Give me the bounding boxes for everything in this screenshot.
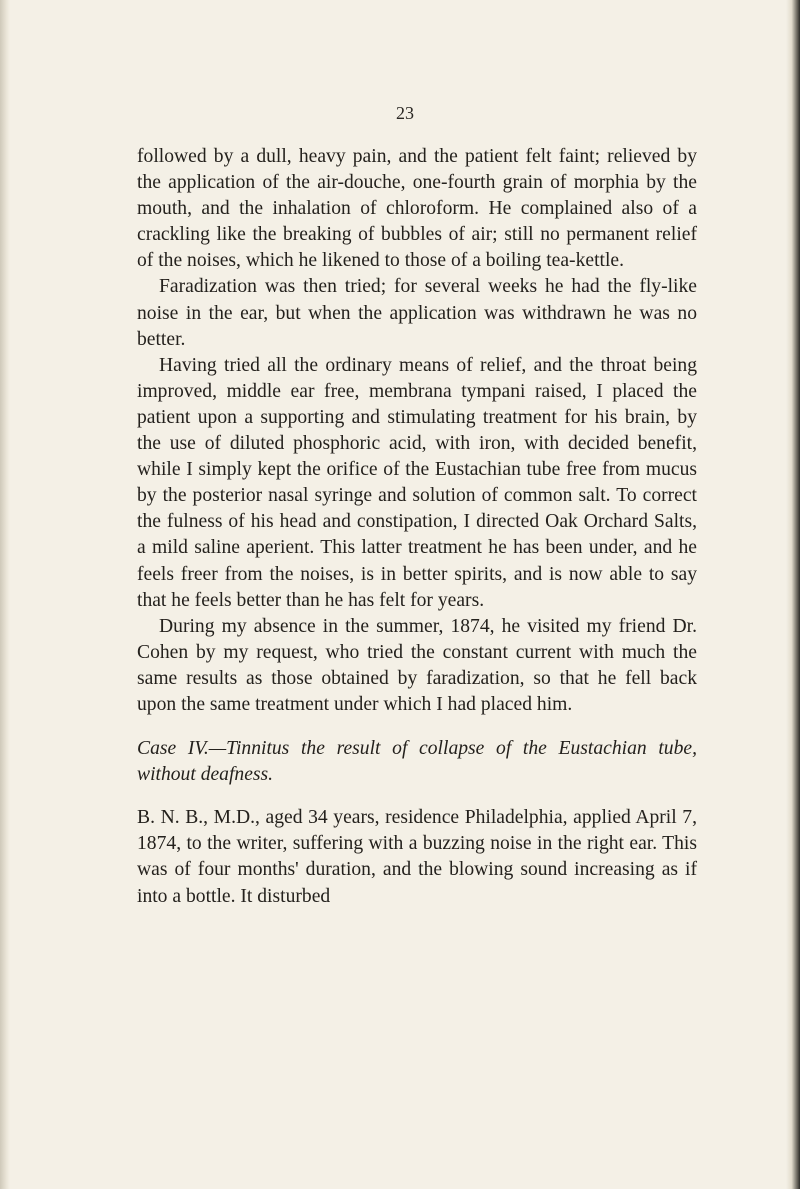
case-heading: Case IV.—Tinnitus the result of collapse of the Eustachian tube, without deafness. bbox=[137, 738, 697, 786]
paragraph-faradization: Faradization was then tried; for several weeks he had the fly-like noise in the ear, but when the application was withdrawn he was no better. bbox=[137, 276, 697, 350]
page-number: 23 bbox=[396, 103, 414, 123]
page-gutter-shadow bbox=[0, 0, 10, 1189]
body-text bbox=[137, 144, 697, 910]
paragraph-summer-visit: During my absence in the summer, 1874, he visited my friend Dr. Cohen by my request, who tried the constant current with much the same results as those obtained by faradization, so that he fell back upon the same treatment under which I had placed him. bbox=[137, 615, 697, 715]
case-body: B. N. B., M.D., aged 34 years, residence Philadelphia, applied April 7, 1874, to the writer, suffering with a buzzing noise in the right ear. This was of four months' duration, and the blowing sound increasing as if into a bottle. It disturbed bbox=[137, 807, 697, 907]
page-edge-shadow bbox=[786, 0, 800, 1189]
paragraph-treatment: Having tried all the ordinary means of relief, and the throat being improved, middle ear free, membrana tympani raised, I placed the patient upon a supporting and stimulating treatment for his brain, by the use of diluted phosphoric acid, with iron, with decided benefit, while I simply kept the orifice of the Eustachian tube free from mucus by the posterior nasal syringe and solution of common salt. To correct the fulness of his head and constipation, I directed Oak Orchard Salts, a mild saline aperient. This latter treatment he has been under, and he feels freer from the noises, is in better spirits, and is now able to say that he feels better than he has felt for years. bbox=[137, 354, 697, 611]
paragraph-continuation: followed by a dull, heavy pain, and the patient felt faint; relieved by the application of the air-douche, one-fourth grain of morphia by the mouth, and the inhalation of chloroform. He complained also of a crackling like the breaking of bubbles of air; still no permanent relief of the noises, which he likened to those of a boiling tea-kettle. bbox=[137, 146, 697, 272]
